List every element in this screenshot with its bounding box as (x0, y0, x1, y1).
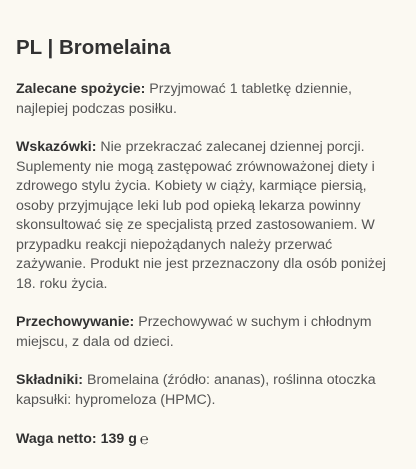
dosage-label: Zalecane spożycie: (16, 81, 146, 97)
ingredients-section (16, 371, 406, 410)
dosage-text: Przyjmować 1 tabletkę dziennie, najlepiej podczas posiłku. (16, 81, 352, 117)
estimated-sign-icon: ℮ (139, 431, 149, 448)
net-weight-label: Waga netto: (16, 431, 97, 447)
dosage-section (16, 80, 406, 119)
label-document (16, 34, 406, 469)
ingredients-label: Składniki: (16, 372, 84, 388)
storage-text: Przechowywać w suchym i chłodnym miejscu, z dala od dzieci. (16, 314, 372, 350)
storage-section (16, 313, 406, 352)
net-weight-section (16, 429, 406, 450)
warnings-text: Nie przekraczać zalecanej dziennej porcji. Suplementy nie mogą zastępować zrównoważonej diety i zdrowego stylu życia. Kobiety w ciąży, karmiące piersią, osoby przyjmujące leki lub pod opieką lekarza powinny skonsultować się ze specjalistą przed zastosowaniem. W przypadku reakcji niepożądanych należy przerwać zażywanie. Produkt nie jest przeznaczony dla osób poniżej 18. roku życia. (16, 139, 386, 292)
page-title: PL | Bromelaina (16, 36, 171, 59)
net-weight-value: 139 g (100, 431, 137, 447)
warnings-section (16, 138, 406, 294)
storage-label: Przechowywanie: (16, 314, 135, 330)
ingredients-text: Bromelaina (źródło: ananas), roślinna otoczka kapsułki: hypromeloza (HPMC). (16, 372, 376, 408)
warnings-label: Wskazówki: (16, 139, 97, 155)
